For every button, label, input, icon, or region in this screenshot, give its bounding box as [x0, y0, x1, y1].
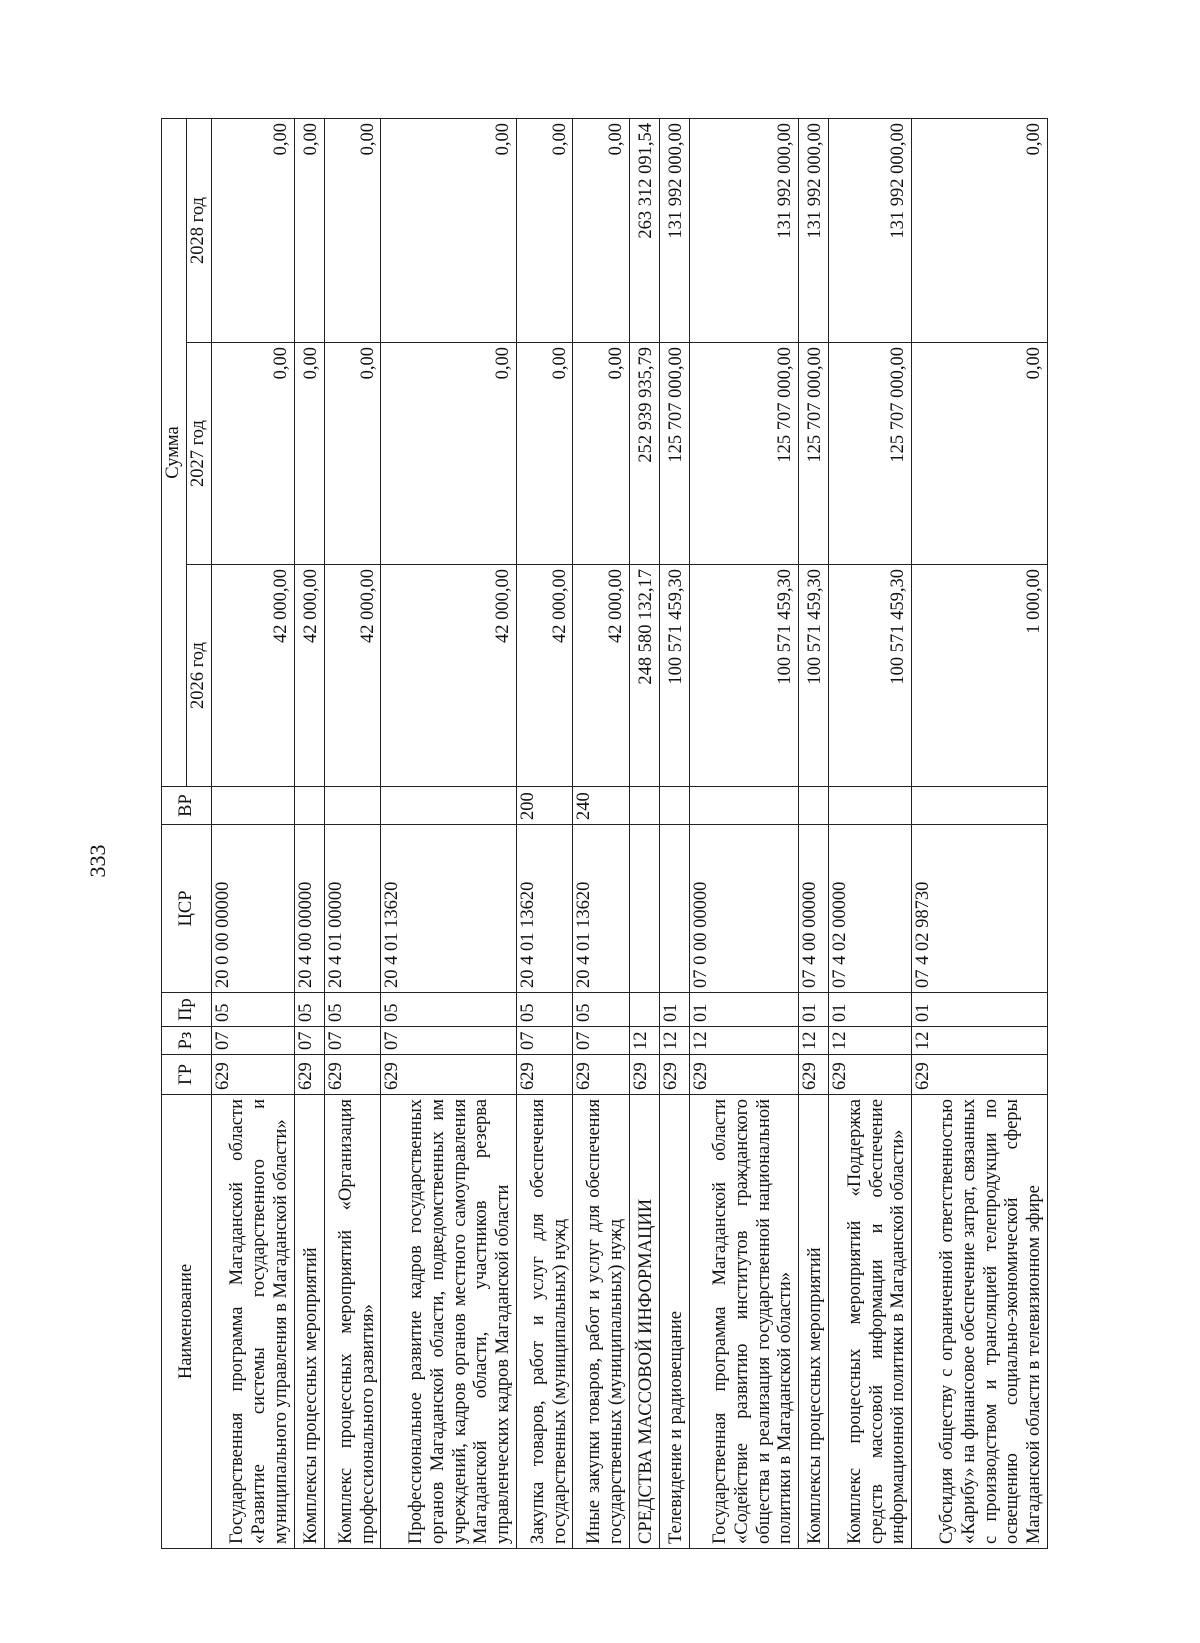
row-pr: 01: [799, 993, 829, 1027]
budget-table: [161, 118, 1048, 1549]
header-2026: 2026 год: [187, 565, 212, 787]
header-name: Наименование: [162, 1095, 212, 1549]
table-row: [799, 118, 829, 1548]
row-name: Государственная программа Магаданской области «Содействие развитию институтов гражданского общества и реализация государственной национальной политики в Магаданской области»: [690, 1095, 799, 1549]
row-2027: 0,00: [381, 343, 517, 565]
row-gr: 629: [381, 1055, 517, 1095]
row-rz: 07: [324, 1027, 380, 1055]
row-2027: 0,00: [294, 343, 324, 565]
row-csr: 07 4 02 98730: [912, 825, 1048, 993]
row-name: СРЕДСТВА МАССОВОЙ ИНФОРМАЦИИ: [629, 1095, 659, 1549]
table-row: [659, 118, 689, 1548]
row-csr: 20 4 01 13620: [381, 825, 517, 993]
row-name: Закупка товаров, работ и услуг для обеспечения государственных (муниципальных) нужд: [517, 1095, 573, 1549]
row-pr: [629, 993, 659, 1027]
row-2027: 0,00: [912, 343, 1048, 565]
row-2026: 248 580 132,17: [629, 565, 659, 787]
row-vr: [912, 787, 1048, 825]
row-vr: [629, 787, 659, 825]
row-rz: 07: [294, 1027, 324, 1055]
row-gr: 629: [324, 1055, 380, 1095]
row-rz: 12: [829, 1027, 912, 1055]
row-2027: 125 707 000,00: [799, 343, 829, 565]
row-rz: 12: [799, 1027, 829, 1055]
row-gr: 629: [690, 1055, 799, 1095]
row-csr: [659, 825, 689, 993]
header-sum: Сумма: [162, 118, 187, 786]
row-csr: 20 4 00 00000: [294, 825, 324, 993]
row-rz: 12: [690, 1027, 799, 1055]
row-csr: 07 0 00 00000: [690, 825, 799, 993]
row-pr: 05: [294, 993, 324, 1027]
row-csr: 20 4 01 13620: [517, 825, 573, 993]
header-csr: ЦСР: [162, 825, 212, 993]
row-gr: 629: [659, 1055, 689, 1095]
row-2028: 0,00: [573, 118, 629, 342]
row-2028: 0,00: [294, 118, 324, 342]
row-gr: 629: [629, 1055, 659, 1095]
row-2027: 252 939 935,79: [629, 343, 659, 565]
row-vr: 240: [573, 787, 629, 825]
row-pr: 05: [517, 993, 573, 1027]
row-2028: 131 992 000,00: [659, 118, 689, 342]
row-2028: 0,00: [912, 118, 1048, 342]
row-pr: 01: [659, 993, 689, 1027]
row-2026: 100 571 459,30: [829, 565, 912, 787]
row-rz: 07: [517, 1027, 573, 1055]
row-pr: 05: [212, 993, 295, 1027]
row-rz: 07: [573, 1027, 629, 1055]
row-2027: 125 707 000,00: [690, 343, 799, 565]
row-gr: 629: [294, 1055, 324, 1095]
row-vr: [324, 787, 380, 825]
row-2028: 0,00: [324, 118, 380, 342]
row-2026: 1 000,00: [912, 565, 1048, 787]
row-vr: [799, 787, 829, 825]
row-rz: 07: [381, 1027, 517, 1055]
header-gr: ГР: [162, 1055, 212, 1095]
row-gr: 629: [912, 1055, 1048, 1095]
row-rz: 12: [659, 1027, 689, 1055]
row-rz: 12: [912, 1027, 1048, 1055]
row-csr: 20 4 01 00000: [324, 825, 380, 993]
row-2026: 42 000,00: [212, 565, 295, 787]
row-name: Комплексы процессных мероприятий: [799, 1095, 829, 1549]
row-vr: [659, 787, 689, 825]
row-2027: 0,00: [212, 343, 295, 565]
row-name: Субсидия обществу с ограниченной ответственностью «Карибу» на финансовое обеспечение затрат, связанных с производством и трансляцией телепродукции по освещению социально-экономической сферы Магаданской области в телевизионном эфире: [912, 1095, 1048, 1549]
row-2027: 0,00: [573, 343, 629, 565]
row-2026: 100 571 459,30: [799, 565, 829, 787]
row-name: Комплекс процессных мероприятий «Поддержка средств массовой информации и обеспечение информационной политики в Магаданской области»: [829, 1095, 912, 1549]
table-header-row: [162, 118, 187, 1548]
row-rz: 07: [212, 1027, 295, 1055]
row-csr: 20 4 01 13620: [573, 825, 629, 993]
header-2027: 2027 год: [187, 343, 212, 565]
table-row: [829, 118, 912, 1548]
row-2027: 0,00: [517, 343, 573, 565]
row-vr: [294, 787, 324, 825]
row-2028: 0,00: [517, 118, 573, 342]
row-2026: 42 000,00: [324, 565, 380, 787]
row-vr: [829, 787, 912, 825]
row-2026: 42 000,00: [381, 565, 517, 787]
row-2027: 125 707 000,00: [829, 343, 912, 565]
header-rz: Рз: [162, 1027, 212, 1055]
page-number: 333: [85, 844, 110, 878]
row-gr: 629: [212, 1055, 295, 1095]
row-name: Государственная программа Магаданской области «Развитие системы государственного и муниципального управления в Магаданской области»: [212, 1095, 295, 1549]
row-vr: [212, 787, 295, 825]
row-gr: 629: [799, 1055, 829, 1095]
row-csr: 07 4 00 00000: [799, 825, 829, 993]
row-pr: 01: [690, 993, 799, 1027]
header-pr: Пр: [162, 993, 212, 1027]
table-row: [629, 118, 659, 1548]
header-vr: ВР: [162, 787, 212, 825]
table-row: [381, 118, 517, 1548]
row-name: Комплекс процессных мероприятий «Организация профессионального развития»: [324, 1095, 380, 1549]
row-2028: 131 992 000,00: [690, 118, 799, 342]
row-gr: 629: [829, 1055, 912, 1095]
row-2028: 0,00: [381, 118, 517, 342]
row-2027: 125 707 000,00: [659, 343, 689, 565]
row-2026: 42 000,00: [573, 565, 629, 787]
row-pr: 01: [829, 993, 912, 1027]
row-vr: 200: [517, 787, 573, 825]
row-pr: 05: [381, 993, 517, 1027]
row-2028: 131 992 000,00: [799, 118, 829, 342]
table-row: [324, 118, 380, 1548]
table-row: [294, 118, 324, 1548]
row-2027: 0,00: [324, 343, 380, 565]
row-name: Телевидение и радиовещание: [659, 1095, 689, 1549]
table-row: [690, 118, 799, 1548]
budget-table-container: [161, 119, 1048, 1549]
row-vr: [381, 787, 517, 825]
row-csr: 20 0 00 00000: [212, 825, 295, 993]
row-gr: 629: [573, 1055, 629, 1095]
row-2028: 131 992 000,00: [829, 118, 912, 342]
row-rz: 12: [629, 1027, 659, 1055]
row-pr: 05: [324, 993, 380, 1027]
row-name: Профессиональное развитие кадров государственных органов Магаданской области, подведомственных им учреждений, кадров органов местного самоуправления Магаданской области, участников резерва управленческих кадров Магаданской области: [381, 1095, 517, 1549]
row-name: Иные закупки товаров, работ и услуг для обеспечения государственных (муниципальных) нужд: [573, 1095, 629, 1549]
table-row: [212, 118, 295, 1548]
header-2028: 2028 год: [187, 118, 212, 342]
row-2026: 42 000,00: [517, 565, 573, 787]
table-row: [573, 118, 629, 1548]
row-2028: 0,00: [212, 118, 295, 342]
row-2026: 100 571 459,30: [659, 565, 689, 787]
row-csr: 07 4 02 00000: [829, 825, 912, 993]
row-gr: 629: [517, 1055, 573, 1095]
row-name: Комплексы процессных мероприятий: [294, 1095, 324, 1549]
row-vr: [690, 787, 799, 825]
table-row: [912, 118, 1048, 1548]
row-pr: 05: [573, 993, 629, 1027]
row-2026: 100 571 459,30: [690, 565, 799, 787]
row-csr: [629, 825, 659, 993]
row-pr: 01: [912, 993, 1048, 1027]
row-2028: 263 312 091,54: [629, 118, 659, 342]
table-row: [517, 118, 573, 1548]
row-2026: 42 000,00: [294, 565, 324, 787]
